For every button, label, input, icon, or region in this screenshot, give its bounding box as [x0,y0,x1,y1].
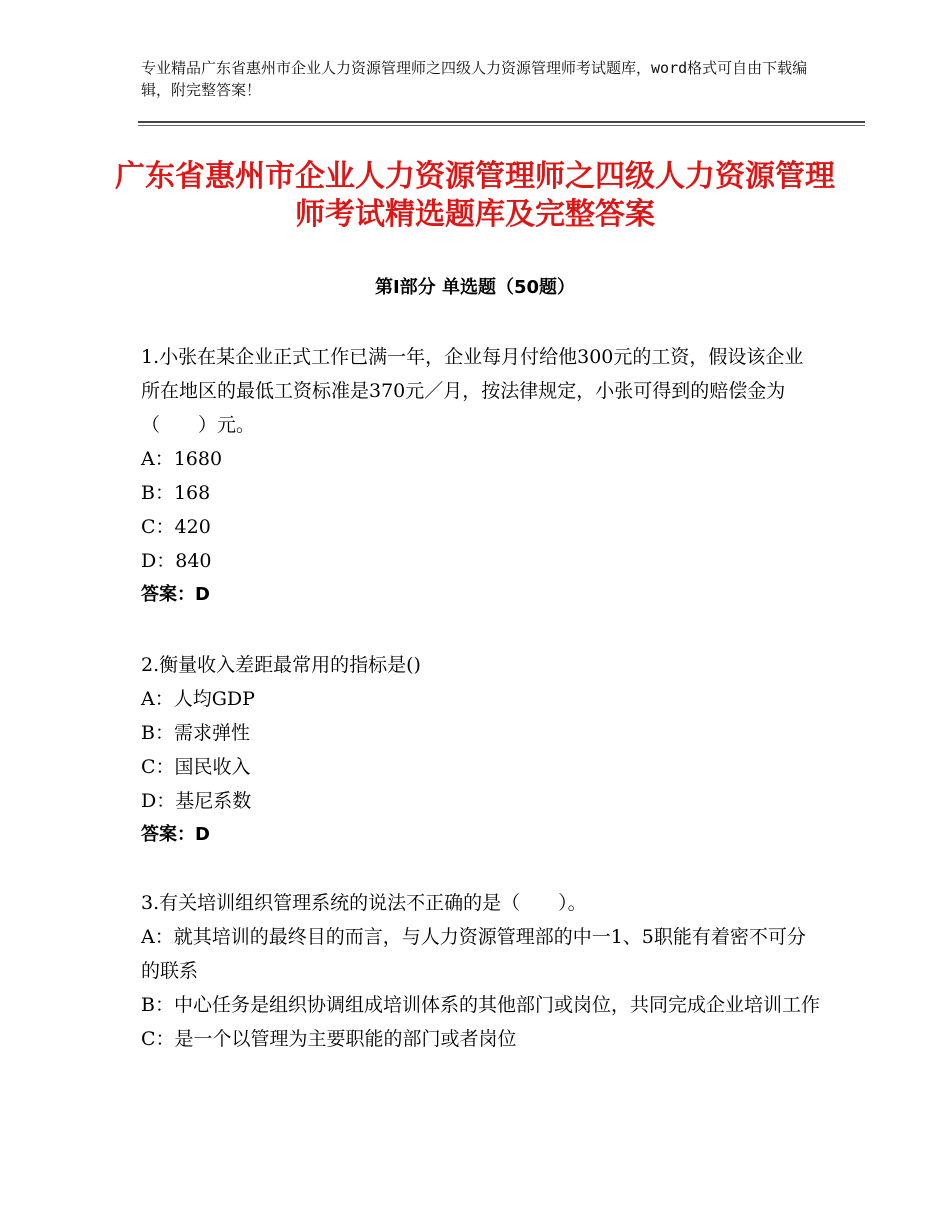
document-title: 广东省惠州市企业人力资源管理师之四级人力资源管理师考试精选题库及完整答案 [115,159,835,232]
option-d: D：基尼系数 [141,790,252,812]
answer: 答案：D [141,584,210,605]
option-b: B：需求弹性 [141,722,250,744]
question-2 [141,648,821,852]
option-a: A：人均GDP [141,688,255,710]
header-divider-thin [138,125,865,126]
header-note: 专业精品广东省惠州市企业人力资源管理师之四级人力资源管理师考试题库，word格式可自由下载编辑，附完整答案！ [141,59,808,99]
answer: 答案：D [141,824,210,845]
option-d: D：840 [141,550,212,572]
question-3 [141,886,821,1056]
header-divider [138,121,865,123]
option-c: C：是一个以管理为主要职能的部门或者岗位 [141,1028,517,1050]
section-heading: 第Ⅰ部分 单选题（50题） [374,277,575,298]
question-stem: 3.有关培训组织管理系统的说法不正确的是（ ）。 [141,892,587,914]
question-stem: 2.衡量收入差距最常用的指标是() [141,654,421,676]
option-b: B：中心任务是组织协调组成培训体系的其他部门或岗位，共同完成企业培训工作 [141,994,820,1016]
option-a: A：1680 [141,448,223,470]
option-c: C：420 [141,516,211,538]
option-b: B：168 [141,482,211,504]
question-stem: 1.小张在某企业正式工作已满一年，企业每月付给他300元的工资，假设该企业所在地区的最低工资标准是370元／月，按法律规定，小张可得到的赔偿金为（ ）元。 [141,346,804,436]
option-c: C：国民收入 [141,756,251,778]
option-a: A：就其培训的最终目的而言，与人力资源管理部的中一1、5职能有着密不可分的联系 [141,926,806,982]
question-1 [141,340,821,612]
